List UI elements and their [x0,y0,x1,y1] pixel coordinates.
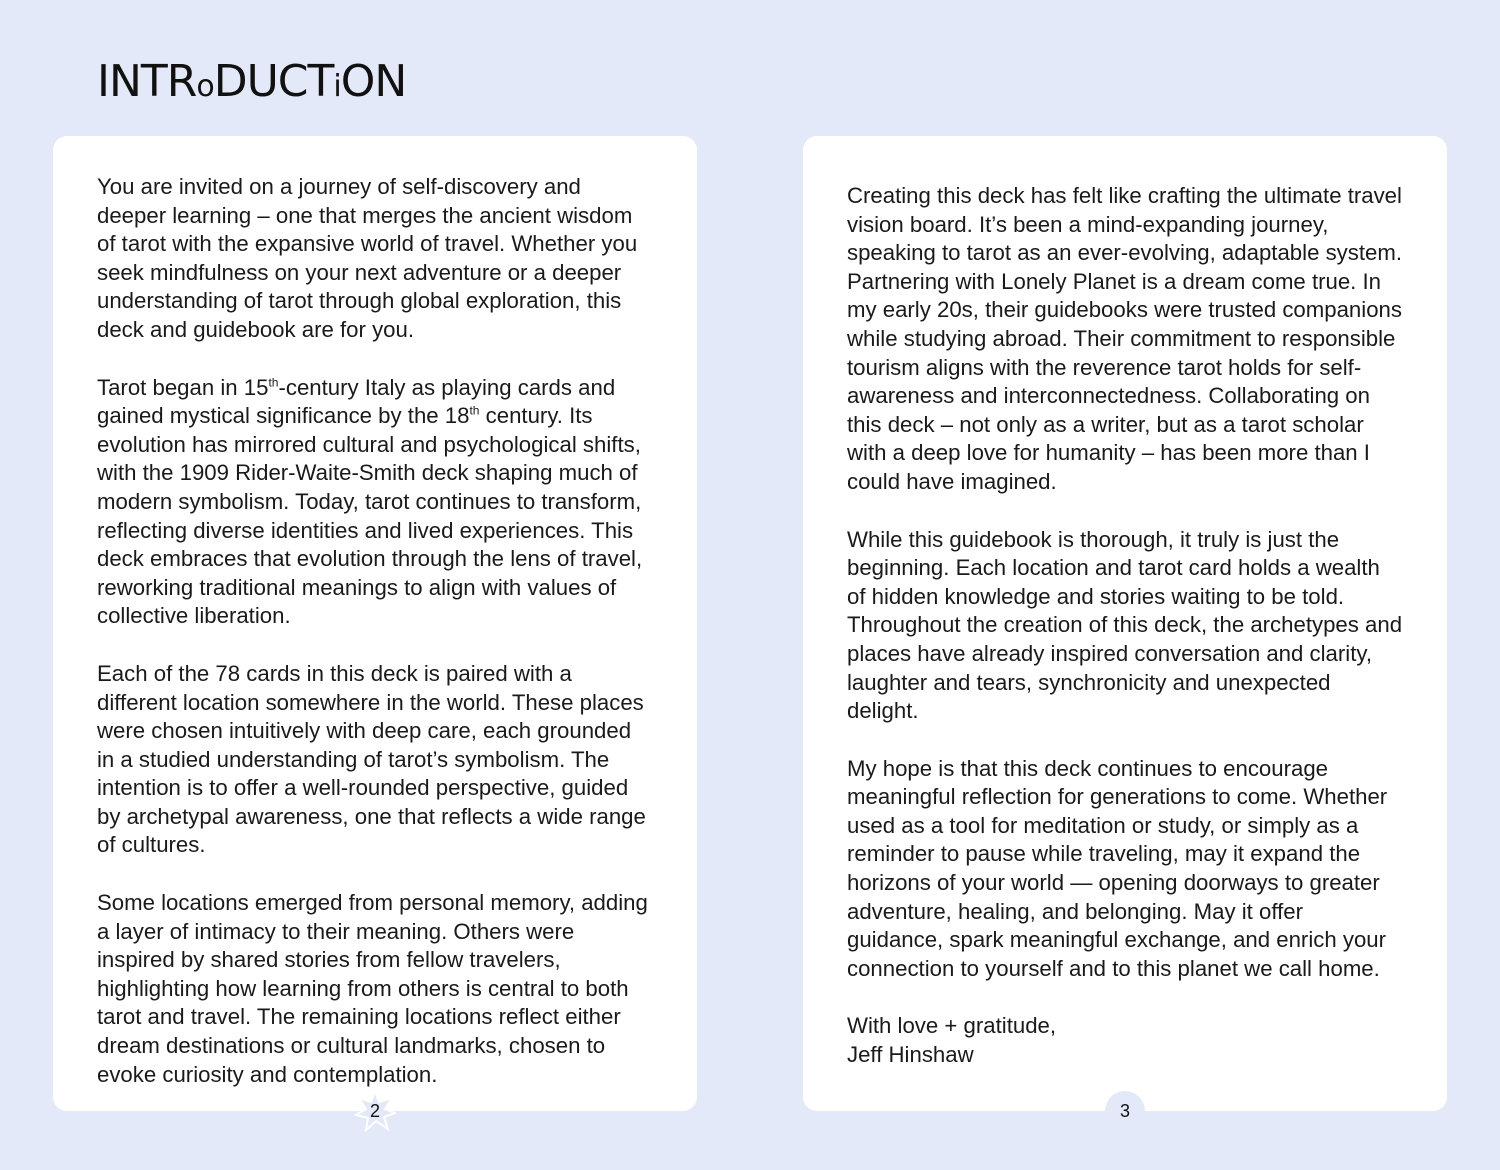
title-part: i [333,69,341,104]
paragraph: Tarot began in 15th-century Italy as playing cards and gained mystical significance by the 18th century. Its evolution has mirrored cultural and psychological shifts, with the 1909 Rider-Waite-Smith deck shaping much of modern symbolism. Today, tarot continues to transform, reflecting diverse identities and lived experiences. This deck embraces that evolution through the lens of travel, reworking traditional meanings to align with values of collective liberation. [97,374,643,629]
paragraph: Some locations emerged from personal memory, adding a layer of intimacy to their meaning. Others were inspired by shared stories from fellow travelers, highlighting how learning from others is central to both tarot and travel. The remaining locations reflect either dream destinations or cultural landmarks, chosen to evoke curiosity and contemplation. [97,890,648,1087]
paragraph: While this guidebook is thorough, it truly is just the beginning. Each location and tarot card holds a wealth of hidden knowledge and stories waiting to be told. Throughout the creation of this deck, the archetypes and places have already inspired conversation and clarity, laughter and tears, synchronicity and unexpected delight. [847,526,1403,724]
signature [847,1012,1403,1069]
title-part: INTR [97,56,197,107]
page-number: 3 [1119,1100,1130,1121]
author: Jeff Hinshaw [847,1042,974,1068]
signoff: With love + gratitude, [847,1013,1057,1039]
title-part: DUCT [213,56,334,107]
paragraph: Each of the 78 cards in this deck is paired with a different location somewhere in the world. These places were chosen intuitively with deep care, each grounded in a studied understanding of tarot’s symbolism. The intention is to offer a well-rounded perspective, guided by archetypal awareness, one that reflects a wide range of cultures. [97,660,646,858]
page-number-left [354,1090,396,1132]
title-part: ON [340,56,407,107]
page-number: 2 [369,1100,380,1121]
paragraph: My hope is that this deck continues to encourage meaningful reflection for generations to come. Whether used as a tool for meditation or study, or simply as a reminder to pause while traveling, may it expand the horizons of your world — opening doorways to greater adventure, healing, and belonging. May it offer guidance, spark meaningful exchange, and enrich your connection to yourself and to this planet we call home. [847,755,1388,981]
page-number-right [1105,1091,1145,1131]
page-title [97,56,406,107]
paragraph: Creating this deck has felt like crafting the ultimate travel vision board. It’s been a mind-expanding journey, speaking to tarot as an ever-evolving, adaptable system. Partnering with Lonely Planet is a dream come true. In my early 20s, their guidebooks were trusted companions while studying abroad. Their commitment to responsible tourism aligns with the reverence tarot holds for self-awareness and interconnectedness. Collaborating on this deck – not only as a writer, but as a tarot scholar with a deep love for humanity – has been more than I could have imagined. [847,183,1403,494]
title-part: o [196,69,214,104]
right-page [803,136,1447,1121]
left-page [53,136,697,1121]
paragraph: You are invited on a journey of self-discovery and deeper learning – one that merges the ancient wisdom of tarot with the expansive world of travel. Whether you seek mindfulness on your next adventure or a deeper understanding of tarot through global exploration, this deck and guidebook are for you. [97,174,638,342]
